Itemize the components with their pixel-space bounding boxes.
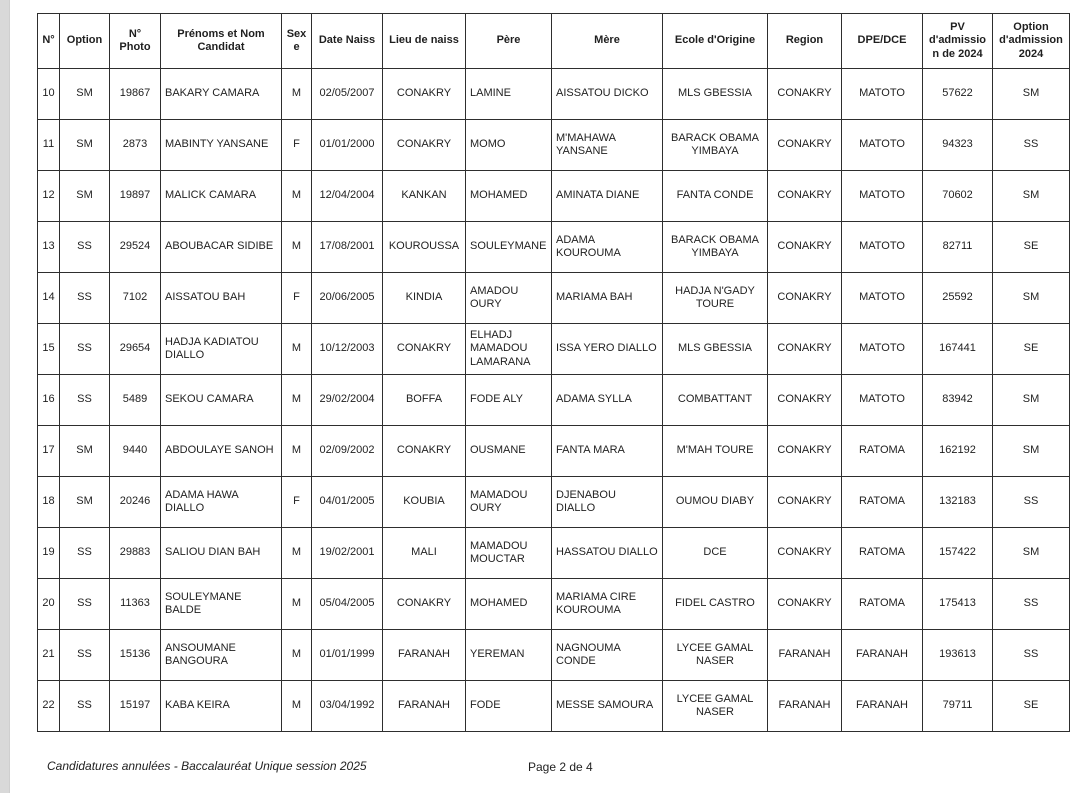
cell: 19/02/2001 bbox=[312, 528, 383, 579]
cell: FODE ALY bbox=[466, 375, 552, 426]
cell: M bbox=[282, 69, 312, 120]
cell: MATOTO bbox=[842, 69, 923, 120]
cell: CONAKRY bbox=[768, 324, 842, 375]
cell: CONAKRY bbox=[768, 120, 842, 171]
cell: 18 bbox=[38, 477, 60, 528]
cell: M'MAHAWA YANSANE bbox=[552, 120, 663, 171]
cell: 29/02/2004 bbox=[312, 375, 383, 426]
cell: 29883 bbox=[110, 528, 161, 579]
cell: MOHAMED bbox=[466, 171, 552, 222]
cell: 79711 bbox=[923, 681, 993, 732]
cell: 10 bbox=[38, 69, 60, 120]
cell: 20 bbox=[38, 579, 60, 630]
document-footer-title: Candidatures annulées - Baccalauréat Unique session 2025 bbox=[47, 759, 367, 773]
cell: SE bbox=[993, 222, 1070, 273]
cell: KANKAN bbox=[383, 171, 466, 222]
cell: LAMINE bbox=[466, 69, 552, 120]
cell: M bbox=[282, 426, 312, 477]
cell: F bbox=[282, 120, 312, 171]
cell: ELHADJ MAMADOU LAMARANA bbox=[466, 324, 552, 375]
cell: OUMOU DIABY bbox=[663, 477, 768, 528]
cell: SM bbox=[993, 375, 1070, 426]
cell: 02/05/2007 bbox=[312, 69, 383, 120]
cell: 157422 bbox=[923, 528, 993, 579]
page-edge-strip bbox=[0, 0, 10, 793]
cell: 11 bbox=[38, 120, 60, 171]
column-header: Père bbox=[466, 14, 552, 69]
cell: 10/12/2003 bbox=[312, 324, 383, 375]
cell: SS bbox=[60, 324, 110, 375]
table-row bbox=[38, 273, 1070, 324]
cell: 17/08/2001 bbox=[312, 222, 383, 273]
cell: 20246 bbox=[110, 477, 161, 528]
cell: SS bbox=[60, 528, 110, 579]
cell: MALICK CAMARA bbox=[161, 171, 282, 222]
table-header bbox=[38, 14, 1070, 69]
table-row bbox=[38, 477, 1070, 528]
cell: 25592 bbox=[923, 273, 993, 324]
cell: SM bbox=[60, 120, 110, 171]
column-header: Ecole d'Origine bbox=[663, 14, 768, 69]
cell: SS bbox=[60, 630, 110, 681]
cell: KOUROUSSA bbox=[383, 222, 466, 273]
cell: 132183 bbox=[923, 477, 993, 528]
cell: MATOTO bbox=[842, 222, 923, 273]
cell: FARANAH bbox=[842, 681, 923, 732]
cell: AISSATOU BAH bbox=[161, 273, 282, 324]
cell: FIDEL CASTRO bbox=[663, 579, 768, 630]
cell: RATOMA bbox=[842, 477, 923, 528]
cell: FANTA MARA bbox=[552, 426, 663, 477]
cell: CONAKRY bbox=[768, 426, 842, 477]
cell: FARANAH bbox=[768, 630, 842, 681]
cell: FARANAH bbox=[383, 681, 466, 732]
cell: 16 bbox=[38, 375, 60, 426]
cell: 15136 bbox=[110, 630, 161, 681]
cell: SS bbox=[60, 273, 110, 324]
cell: FARANAH bbox=[768, 681, 842, 732]
page-number: Page 2 de 4 bbox=[528, 760, 593, 774]
cell: CONAKRY bbox=[383, 579, 466, 630]
cell: 01/01/1999 bbox=[312, 630, 383, 681]
cell: KINDIA bbox=[383, 273, 466, 324]
cell: MATOTO bbox=[842, 171, 923, 222]
cell: 57622 bbox=[923, 69, 993, 120]
cell: ABDOULAYE SANOH bbox=[161, 426, 282, 477]
cell: M bbox=[282, 375, 312, 426]
cell: CONAKRY bbox=[383, 324, 466, 375]
cell: 21 bbox=[38, 630, 60, 681]
cell: ANSOUMANE BANGOURA bbox=[161, 630, 282, 681]
cell: SM bbox=[993, 426, 1070, 477]
cell: SM bbox=[60, 426, 110, 477]
column-header: Option bbox=[60, 14, 110, 69]
cell: CONAKRY bbox=[768, 477, 842, 528]
column-header: Region bbox=[768, 14, 842, 69]
cell: 82711 bbox=[923, 222, 993, 273]
cell: RATOMA bbox=[842, 528, 923, 579]
cell: MOHAMED bbox=[466, 579, 552, 630]
cell: ABOUBACAR SIDIBE bbox=[161, 222, 282, 273]
cell: BOFFA bbox=[383, 375, 466, 426]
cell: 19 bbox=[38, 528, 60, 579]
column-header: Sexe bbox=[282, 14, 312, 69]
cell: 162192 bbox=[923, 426, 993, 477]
cell: M bbox=[282, 630, 312, 681]
cell: MABINTY YANSANE bbox=[161, 120, 282, 171]
cell: M bbox=[282, 171, 312, 222]
cell: 193613 bbox=[923, 630, 993, 681]
cell: 20/06/2005 bbox=[312, 273, 383, 324]
cell: HADJA KADIATOU DIALLO bbox=[161, 324, 282, 375]
column-header: N° Photo bbox=[110, 14, 161, 69]
cell: LYCEE GAMAL NASER bbox=[663, 630, 768, 681]
cell: 2873 bbox=[110, 120, 161, 171]
cell: RATOMA bbox=[842, 579, 923, 630]
cell: MOMO bbox=[466, 120, 552, 171]
cell: 15197 bbox=[110, 681, 161, 732]
cell: MLS GBESSIA bbox=[663, 69, 768, 120]
cell: 11363 bbox=[110, 579, 161, 630]
cell: 29524 bbox=[110, 222, 161, 273]
cell: 70602 bbox=[923, 171, 993, 222]
column-header: Option d'admission 2024 bbox=[993, 14, 1070, 69]
cell: 01/01/2000 bbox=[312, 120, 383, 171]
cell: DJENABOU DIALLO bbox=[552, 477, 663, 528]
cell: SOULEYMANE BALDE bbox=[161, 579, 282, 630]
cell: F bbox=[282, 477, 312, 528]
cell: AMADOU OURY bbox=[466, 273, 552, 324]
cell: LYCEE GAMAL NASER bbox=[663, 681, 768, 732]
cell: CONAKRY bbox=[768, 579, 842, 630]
cell: CONAKRY bbox=[768, 171, 842, 222]
cell: 05/04/2005 bbox=[312, 579, 383, 630]
column-header: PV d'admission de 2024 bbox=[923, 14, 993, 69]
cell: 22 bbox=[38, 681, 60, 732]
cell: SS bbox=[993, 630, 1070, 681]
cell: CONAKRY bbox=[768, 528, 842, 579]
cell: KOUBIA bbox=[383, 477, 466, 528]
cell: MATOTO bbox=[842, 324, 923, 375]
cell: F bbox=[282, 273, 312, 324]
cell: BARACK OBAMA YIMBAYA bbox=[663, 222, 768, 273]
cell: MATOTO bbox=[842, 273, 923, 324]
cell: M bbox=[282, 324, 312, 375]
cell: 17 bbox=[38, 426, 60, 477]
cell: CONAKRY bbox=[383, 69, 466, 120]
cell: SS bbox=[60, 681, 110, 732]
cell: 5489 bbox=[110, 375, 161, 426]
cell: ADAMA SYLLA bbox=[552, 375, 663, 426]
cell: 7102 bbox=[110, 273, 161, 324]
cell: HASSATOU DIALLO bbox=[552, 528, 663, 579]
cell: HADJA N'GADY TOURE bbox=[663, 273, 768, 324]
cell: SALIOU DIAN BAH bbox=[161, 528, 282, 579]
cell: MESSE SAMOURA bbox=[552, 681, 663, 732]
cell: CONAKRY bbox=[383, 120, 466, 171]
cell: CONAKRY bbox=[768, 273, 842, 324]
cell: AISSATOU DICKO bbox=[552, 69, 663, 120]
cell: ADAMA KOUROUMA bbox=[552, 222, 663, 273]
cell: SE bbox=[993, 681, 1070, 732]
cell: SS bbox=[993, 579, 1070, 630]
cell: 14 bbox=[38, 273, 60, 324]
cell: OUSMANE bbox=[466, 426, 552, 477]
cell: BARACK OBAMA YIMBAYA bbox=[663, 120, 768, 171]
cell: CONAKRY bbox=[768, 375, 842, 426]
cell: SM bbox=[60, 477, 110, 528]
cell: 175413 bbox=[923, 579, 993, 630]
cell: M bbox=[282, 222, 312, 273]
cell: 02/09/2002 bbox=[312, 426, 383, 477]
column-header: DPE/DCE bbox=[842, 14, 923, 69]
table-row bbox=[38, 171, 1070, 222]
column-header: N° bbox=[38, 14, 60, 69]
table-body bbox=[38, 69, 1070, 732]
cell: 03/04/1992 bbox=[312, 681, 383, 732]
table-row bbox=[38, 375, 1070, 426]
cell: MAMADOU OURY bbox=[466, 477, 552, 528]
cell: 19897 bbox=[110, 171, 161, 222]
cell: COMBATTANT bbox=[663, 375, 768, 426]
cell: RATOMA bbox=[842, 426, 923, 477]
cell: CONAKRY bbox=[383, 426, 466, 477]
cell: MALI bbox=[383, 528, 466, 579]
table-row bbox=[38, 222, 1070, 273]
cell: ISSA YERO DIALLO bbox=[552, 324, 663, 375]
cell: SM bbox=[993, 273, 1070, 324]
cell: M bbox=[282, 528, 312, 579]
cell: SS bbox=[993, 477, 1070, 528]
cell: 167441 bbox=[923, 324, 993, 375]
cell: AMINATA DIANE bbox=[552, 171, 663, 222]
cell: M bbox=[282, 681, 312, 732]
cell: SOULEYMANE bbox=[466, 222, 552, 273]
cell: SM bbox=[993, 69, 1070, 120]
table-row bbox=[38, 120, 1070, 171]
table-row bbox=[38, 579, 1070, 630]
cell: NAGNOUMA CONDE bbox=[552, 630, 663, 681]
cell: FARANAH bbox=[842, 630, 923, 681]
cell: 13 bbox=[38, 222, 60, 273]
column-header: Prénoms et Nom Candidat bbox=[161, 14, 282, 69]
cell: MATOTO bbox=[842, 375, 923, 426]
cell: 19867 bbox=[110, 69, 161, 120]
column-header: Lieu de naiss bbox=[383, 14, 466, 69]
cell: MAMADOU MOUCTAR bbox=[466, 528, 552, 579]
cell: YEREMAN bbox=[466, 630, 552, 681]
table-row bbox=[38, 426, 1070, 477]
cell: SM bbox=[993, 171, 1070, 222]
cell: FARANAH bbox=[383, 630, 466, 681]
candidates-table bbox=[37, 13, 1070, 732]
table-row bbox=[38, 528, 1070, 579]
cell: 12/04/2004 bbox=[312, 171, 383, 222]
cell: SE bbox=[993, 324, 1070, 375]
cell: SM bbox=[60, 69, 110, 120]
cell: SS bbox=[60, 375, 110, 426]
cell: MARIAMA CIRE KOUROUMA bbox=[552, 579, 663, 630]
cell: SS bbox=[60, 579, 110, 630]
cell: 29654 bbox=[110, 324, 161, 375]
table-row bbox=[38, 630, 1070, 681]
cell: MLS GBESSIA bbox=[663, 324, 768, 375]
cell: DCE bbox=[663, 528, 768, 579]
cell: SS bbox=[993, 120, 1070, 171]
cell: SM bbox=[60, 171, 110, 222]
table-row bbox=[38, 681, 1070, 732]
cell: 12 bbox=[38, 171, 60, 222]
cell: FODE bbox=[466, 681, 552, 732]
table-row bbox=[38, 69, 1070, 120]
cell: BAKARY CAMARA bbox=[161, 69, 282, 120]
cell: CONAKRY bbox=[768, 222, 842, 273]
cell: SEKOU CAMARA bbox=[161, 375, 282, 426]
cell: ADAMA HAWA DIALLO bbox=[161, 477, 282, 528]
cell: M'MAH TOURE bbox=[663, 426, 768, 477]
cell: MATOTO bbox=[842, 120, 923, 171]
cell: 04/01/2005 bbox=[312, 477, 383, 528]
cell: CONAKRY bbox=[768, 69, 842, 120]
cell: KABA KEIRA bbox=[161, 681, 282, 732]
cell: M bbox=[282, 579, 312, 630]
header-row bbox=[38, 14, 1070, 69]
column-header: Mère bbox=[552, 14, 663, 69]
cell: 15 bbox=[38, 324, 60, 375]
table-row bbox=[38, 324, 1070, 375]
cell: 94323 bbox=[923, 120, 993, 171]
cell: SS bbox=[60, 222, 110, 273]
cell: 9440 bbox=[110, 426, 161, 477]
cell: FANTA CONDE bbox=[663, 171, 768, 222]
cell: SM bbox=[993, 528, 1070, 579]
cell: 83942 bbox=[923, 375, 993, 426]
cell: MARIAMA BAH bbox=[552, 273, 663, 324]
column-header: Date Naiss bbox=[312, 14, 383, 69]
